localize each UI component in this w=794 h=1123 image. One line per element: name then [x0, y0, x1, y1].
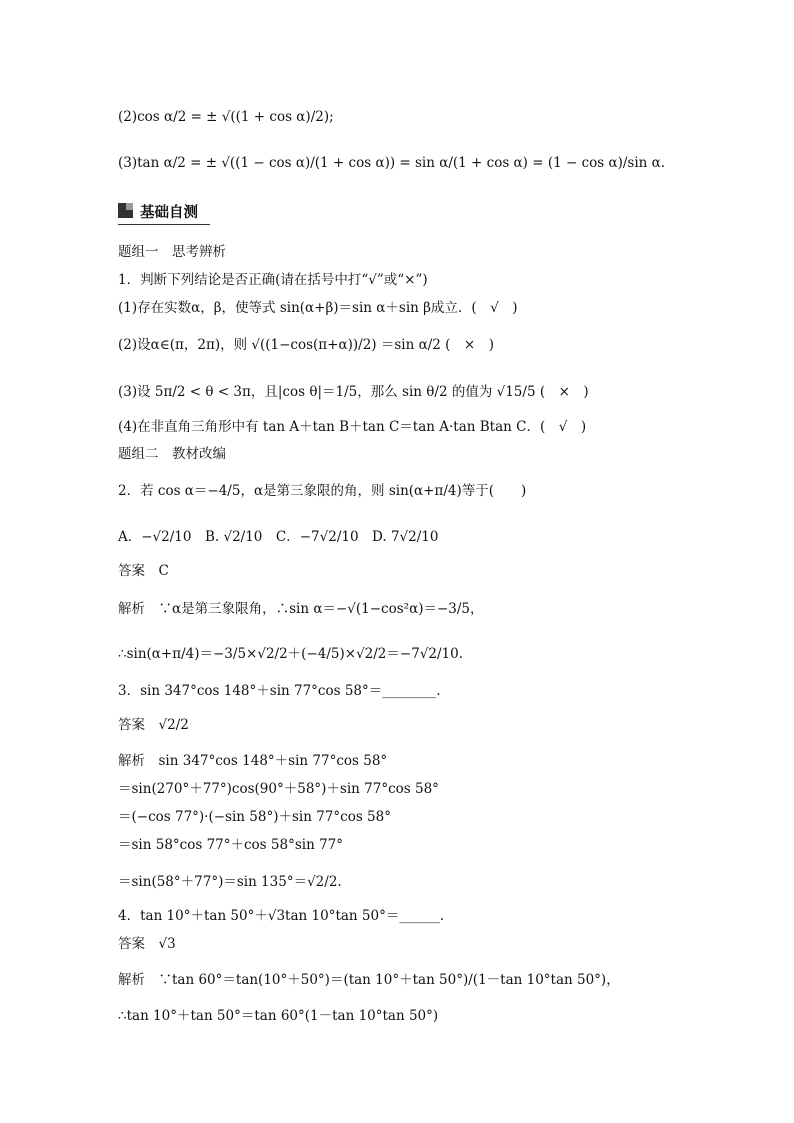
q2-answer: 答案 C	[118, 563, 169, 579]
q4-solution-2: ∴tan 10°＋tan 50°＝tan 60°(1－tan 10°tan 50°)	[118, 1008, 439, 1024]
group2-title: 题组二 教材改编	[118, 446, 226, 462]
q4-stem: 4．tan 10°＋tan 50°＋√3tan 10°tan 50°＝______.	[118, 908, 445, 924]
group1-title: 题组一 思考辨析	[118, 244, 226, 260]
q2-stem: 2．若 cos α＝−4/5，α是第三象限的角，则 sin(α+π/4)等于( )	[118, 483, 527, 499]
q1-stem: 1．判断下列结论是否正确(请在括号中打“√”或“×”)	[118, 272, 428, 288]
q3-solution-3: ＝(−cos 77°)·(−sin 58°)＋sin 77°cos 58°	[118, 809, 391, 825]
q1-item-1: (1)存在实数α，β，使等式 sin(α+β)＝sin α＋sin β成立．( √ )	[118, 300, 518, 316]
section-title: 基础自测	[140, 205, 198, 221]
q2-solution-2: ∴sin(α+π/4)＝−3/5×√2/2＋(−4/5)×√2/2＝−7√2/10.	[118, 646, 464, 662]
q3-answer: 答案 √2/2	[118, 717, 189, 733]
q1-item-2: (2)设α∈(π，2π)，则 √((1−cos(π+α))/2) ＝sin α/2 ( × )	[118, 337, 494, 353]
q4-solution-1: 解析 ∵tan 60°＝tan(10°＋50°)＝(tan 10°＋tan 50°)/(1－tan 10°tan 50°)，	[118, 972, 620, 988]
q1-item-4: (4)在非直角三角形中有 tan A＋tan B＋tan C＝tan A·tan Btan C．( √ )	[118, 419, 587, 435]
q2-solution-1: 解析 ∵α是第三象限角，∴sin α＝−√(1−cos²α)＝−3/5，	[118, 601, 484, 617]
q2-options: A．−√2/10 B. √2/10 C．−7√2/10 D. 7√2/10	[118, 529, 439, 545]
q4-answer: 答案 √3	[118, 936, 176, 952]
formula-tan-half: (3)tan α/2 = ± √((1 − cos α)/(1 + cos α)) = sin α/(1 + cos α) = (1 − cos α)/sin α.	[118, 155, 666, 171]
section-header	[118, 200, 210, 225]
section-square-icon	[118, 203, 133, 218]
q3-stem: 3．sin 347°cos 148°＋sin 77°cos 58°＝________.	[118, 683, 441, 699]
q3-solution-1: 解析 sin 347°cos 148°＋sin 77°cos 58°	[118, 753, 388, 769]
formula-cos-half: (2)cos α/2 = ± √((1 + cos α)/2);	[118, 109, 334, 125]
q1-item-3: (3)设 5π/2 < θ < 3π，且|cos θ|＝1/5，那么 sin θ/2 的值为 √15/5 ( × )	[118, 384, 589, 400]
q3-solution-4: ＝sin 58°cos 77°＋cos 58°sin 77°	[118, 837, 343, 853]
q3-solution-5: ＝sin(58°＋77°)＝sin 135°＝√2/2.	[118, 874, 342, 890]
q3-solution-2: ＝sin(270°＋77°)cos(90°＋58°)＋sin 77°cos 58°	[118, 781, 439, 797]
